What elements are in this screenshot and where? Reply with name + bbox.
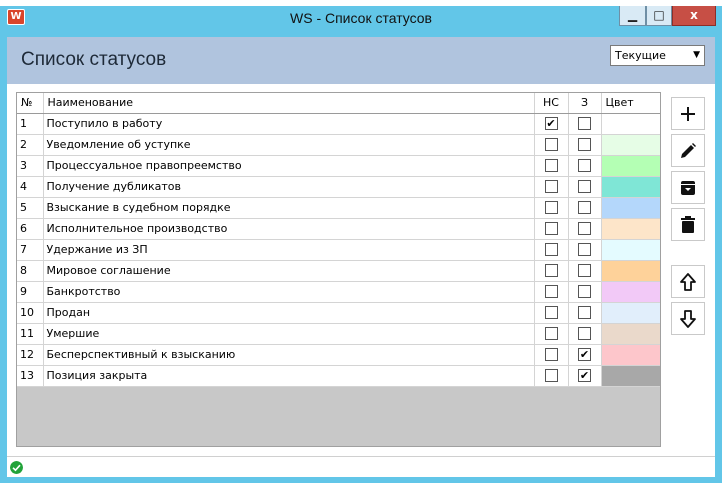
row-name: Уведомление об уступке — [43, 134, 534, 155]
z-checkbox[interactable] — [578, 222, 591, 235]
minimize-button[interactable]: ▁ — [619, 6, 646, 26]
table-row[interactable] — [17, 281, 660, 302]
row-name: Банкротство — [43, 281, 534, 302]
chevron-down-icon: ▼ — [693, 50, 700, 60]
color-swatch[interactable] — [602, 366, 660, 386]
color-swatch[interactable] — [602, 114, 660, 134]
ns-checkbox[interactable] — [545, 285, 558, 298]
title-bar[interactable] — [0, 6, 722, 32]
row-z-cell — [568, 344, 601, 365]
app-logo-icon[interactable]: W — [7, 9, 25, 25]
row-number: 3 — [17, 155, 43, 176]
row-z-cell — [568, 176, 601, 197]
table-row[interactable] — [17, 323, 660, 344]
ns-checkbox[interactable] — [545, 243, 558, 256]
page-title: Список статусов — [21, 49, 167, 70]
column-header-name[interactable]: Наименование — [43, 93, 534, 113]
table-row[interactable] — [17, 155, 660, 176]
ns-checkbox[interactable] — [545, 327, 558, 340]
row-color-cell — [601, 323, 660, 344]
z-checkbox[interactable] — [578, 117, 591, 130]
ns-checkbox[interactable] — [545, 201, 558, 214]
row-ns-cell — [534, 134, 568, 155]
row-color-cell — [601, 344, 660, 365]
color-swatch[interactable] — [602, 177, 660, 197]
statuses-grid[interactable] — [16, 92, 661, 447]
row-z-cell — [568, 239, 601, 260]
row-ns-cell — [534, 260, 568, 281]
z-checkbox[interactable] — [578, 138, 591, 151]
color-swatch[interactable] — [602, 303, 660, 323]
ns-checkbox[interactable]: ✔ — [546, 117, 556, 131]
row-name: Удержание из ЗП — [43, 239, 534, 260]
row-color-cell — [601, 302, 660, 323]
z-checkbox[interactable]: ✔ — [579, 369, 590, 383]
row-color-cell — [601, 218, 660, 239]
row-color-cell — [601, 155, 660, 176]
ns-checkbox[interactable] — [545, 138, 558, 151]
row-name: Получение дубликатов — [43, 176, 534, 197]
table-body — [17, 113, 660, 386]
header-band — [7, 37, 715, 84]
add-button[interactable] — [671, 97, 705, 130]
row-color-cell — [601, 281, 660, 302]
row-name: Исполнительное производство — [43, 218, 534, 239]
row-color-cell — [601, 239, 660, 260]
column-header-color[interactable]: Цвет — [601, 93, 660, 113]
table-row[interactable] — [17, 197, 660, 218]
color-swatch[interactable] — [602, 282, 660, 302]
z-checkbox[interactable] — [578, 180, 591, 193]
archive-icon — [680, 180, 696, 196]
z-checkbox[interactable] — [578, 264, 591, 277]
archive-button[interactable] — [671, 171, 705, 204]
row-number: 12 — [17, 344, 43, 365]
row-name: Бесперспективный к взысканию — [43, 344, 534, 365]
color-swatch[interactable] — [602, 324, 660, 344]
row-z-cell — [568, 134, 601, 155]
row-ns-cell — [534, 302, 568, 323]
color-swatch[interactable] — [602, 135, 660, 155]
row-ns-cell — [534, 113, 568, 134]
status-bar — [7, 456, 715, 477]
row-number: 13 — [17, 365, 43, 386]
column-header-ns[interactable]: НС — [534, 93, 568, 113]
row-z-cell — [568, 197, 601, 218]
row-z-cell — [568, 260, 601, 281]
row-number: 1 — [17, 113, 43, 134]
table-row[interactable] — [17, 134, 660, 155]
row-z-cell — [568, 281, 601, 302]
color-swatch[interactable] — [602, 240, 660, 260]
row-z-cell — [568, 113, 601, 134]
plus-icon — [680, 106, 696, 122]
status-filter-select[interactable] — [610, 45, 705, 66]
row-color-cell — [601, 260, 660, 281]
arrow-up-icon — [680, 273, 696, 291]
app-window — [0, 6, 722, 483]
pencil-icon — [679, 142, 697, 160]
delete-button[interactable] — [671, 208, 705, 241]
edit-button[interactable] — [671, 134, 705, 167]
row-number: 6 — [17, 218, 43, 239]
column-header-number[interactable]: № — [17, 93, 43, 113]
client-area — [7, 37, 715, 477]
color-swatch[interactable] — [602, 156, 660, 176]
row-name: Умершие — [43, 323, 534, 344]
move-up-button[interactable] — [671, 265, 705, 298]
row-number: 11 — [17, 323, 43, 344]
color-swatch[interactable] — [602, 219, 660, 239]
row-z-cell — [568, 302, 601, 323]
row-color-cell — [601, 365, 660, 386]
ns-checkbox[interactable] — [545, 306, 558, 319]
row-name: Взыскание в судебном порядке — [43, 197, 534, 218]
z-checkbox[interactable] — [578, 159, 591, 172]
row-ns-cell — [534, 365, 568, 386]
table-row[interactable] — [17, 365, 660, 386]
ns-checkbox[interactable] — [545, 348, 558, 361]
row-number: 9 — [17, 281, 43, 302]
table-row[interactable] — [17, 260, 660, 281]
close-button[interactable]: x — [672, 6, 716, 26]
table-row[interactable] — [17, 176, 660, 197]
move-down-button[interactable] — [671, 302, 705, 335]
row-ns-cell — [534, 197, 568, 218]
ns-checkbox[interactable] — [545, 180, 558, 193]
row-ns-cell — [534, 344, 568, 365]
row-number: 4 — [17, 176, 43, 197]
table-header-row — [17, 93, 660, 113]
table-row[interactable] — [17, 344, 660, 365]
status-filter-value: Текущие — [615, 49, 666, 62]
ns-checkbox[interactable] — [545, 159, 558, 172]
row-color-cell — [601, 113, 660, 134]
ns-checkbox[interactable] — [545, 264, 558, 277]
z-checkbox[interactable] — [578, 201, 591, 214]
row-ns-cell — [534, 176, 568, 197]
row-number: 10 — [17, 302, 43, 323]
color-swatch[interactable] — [602, 261, 660, 281]
row-z-cell — [568, 323, 601, 344]
row-ns-cell — [534, 218, 568, 239]
z-checkbox[interactable]: ✔ — [579, 348, 590, 362]
trash-icon — [681, 216, 695, 233]
z-checkbox[interactable] — [578, 306, 591, 319]
row-z-cell — [568, 218, 601, 239]
ns-checkbox[interactable] — [545, 222, 558, 235]
z-checkbox[interactable] — [578, 285, 591, 298]
maximize-button[interactable]: □ — [646, 6, 672, 26]
table-row[interactable] — [17, 302, 660, 323]
row-name: Поступило в работу — [43, 113, 534, 134]
row-ns-cell — [534, 239, 568, 260]
row-number: 2 — [17, 134, 43, 155]
window-title: WS - Список статусов — [290, 10, 432, 26]
row-ns-cell — [534, 281, 568, 302]
row-z-cell — [568, 365, 601, 386]
row-color-cell — [601, 176, 660, 197]
table-row[interactable] — [17, 113, 660, 134]
row-name: Продан — [43, 302, 534, 323]
statuses-table — [17, 93, 661, 387]
arrow-down-icon — [680, 310, 696, 328]
row-name: Позиция закрыта — [43, 365, 534, 386]
table-row[interactable] — [17, 239, 660, 260]
row-number: 8 — [17, 260, 43, 281]
color-swatch[interactable] — [602, 198, 660, 218]
row-ns-cell — [534, 155, 568, 176]
row-color-cell — [601, 197, 660, 218]
ok-check-icon — [10, 461, 23, 474]
color-swatch[interactable] — [602, 345, 660, 365]
row-number: 5 — [17, 197, 43, 218]
z-checkbox[interactable] — [578, 243, 591, 256]
row-ns-cell — [534, 323, 568, 344]
ns-checkbox[interactable] — [545, 369, 558, 382]
row-name: Мировое соглашение — [43, 260, 534, 281]
row-number: 7 — [17, 239, 43, 260]
table-row[interactable] — [17, 218, 660, 239]
z-checkbox[interactable] — [578, 327, 591, 340]
row-color-cell — [601, 134, 660, 155]
column-header-z[interactable]: З — [568, 93, 601, 113]
row-name: Процессуальное правопреемство — [43, 155, 534, 176]
row-z-cell — [568, 155, 601, 176]
